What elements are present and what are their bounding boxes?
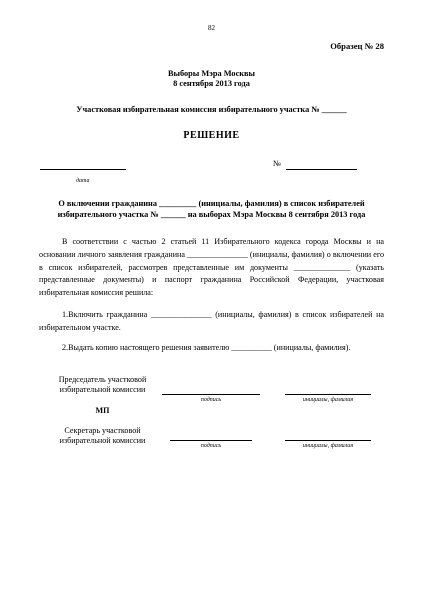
body-paragraph-1: В соответствии с частью 2 статьей 11 Избирательного кодекса города Москвы и на основании личного заявления гражданина _______________ (инициалы, фамилия) о включении его в список избирателей, рассмотрев представленные им документы ______________ (указать представленные документы) и паспорт гражданина Российской Федерации, участковая избирательная комиссия решила: <box>39 237 384 298</box>
chairman-signature-line <box>162 394 260 395</box>
seal-label: МП <box>95 406 110 415</box>
secretary-initials-line <box>285 440 371 441</box>
sample-label: Образец № 28 <box>330 41 384 51</box>
date-caption: дата <box>76 178 90 184</box>
subject-line-1: О включении гражданина _________ (инициалы, фамилия) в список избирателей <box>58 199 365 208</box>
subject-line-2: избирательного участка № ______ на выборах Мэра Москвы 8 сентября 2013 года <box>57 210 366 219</box>
chairman-initials-line <box>285 394 371 395</box>
secretary-label-2: избирательной комиссии <box>59 436 146 445</box>
election-title: Выборы Мэра Москвы <box>167 69 255 78</box>
number-label: № <box>273 159 281 168</box>
date-line <box>40 169 126 170</box>
secretary-signature-line <box>170 440 252 441</box>
secretary-signature-caption: подпись <box>200 443 222 449</box>
chairman-signature-caption: подпись <box>200 397 222 403</box>
secretary-initials-caption: инициалы, фамилия <box>302 443 354 449</box>
body-paragraph-3: 2.Выдать копию настоящего решения заявителю __________ (инициалы, фамилия). <box>62 343 351 352</box>
election-date: 8 сентября 2013 года <box>173 79 250 88</box>
chairman-label-1: Председатель участковой <box>58 375 147 384</box>
chairman-label-2: избирательной комиссии <box>59 385 146 394</box>
secretary-label-1: Секретарь участковой <box>64 426 141 435</box>
number-line <box>286 169 357 170</box>
page-number: 82 <box>208 24 215 32</box>
chairman-initials-caption: инициалы, фамилия <box>302 397 354 403</box>
document-title: РЕШЕНИЕ <box>183 130 240 141</box>
commission-line: Участковая избирательная комиссия избирательного участка № ______ <box>76 105 347 114</box>
body-paragraph-2: 1.Включить гражданина _______________ (инициалы, фамилия) в список избирателей на избирательном участке. <box>39 310 384 332</box>
